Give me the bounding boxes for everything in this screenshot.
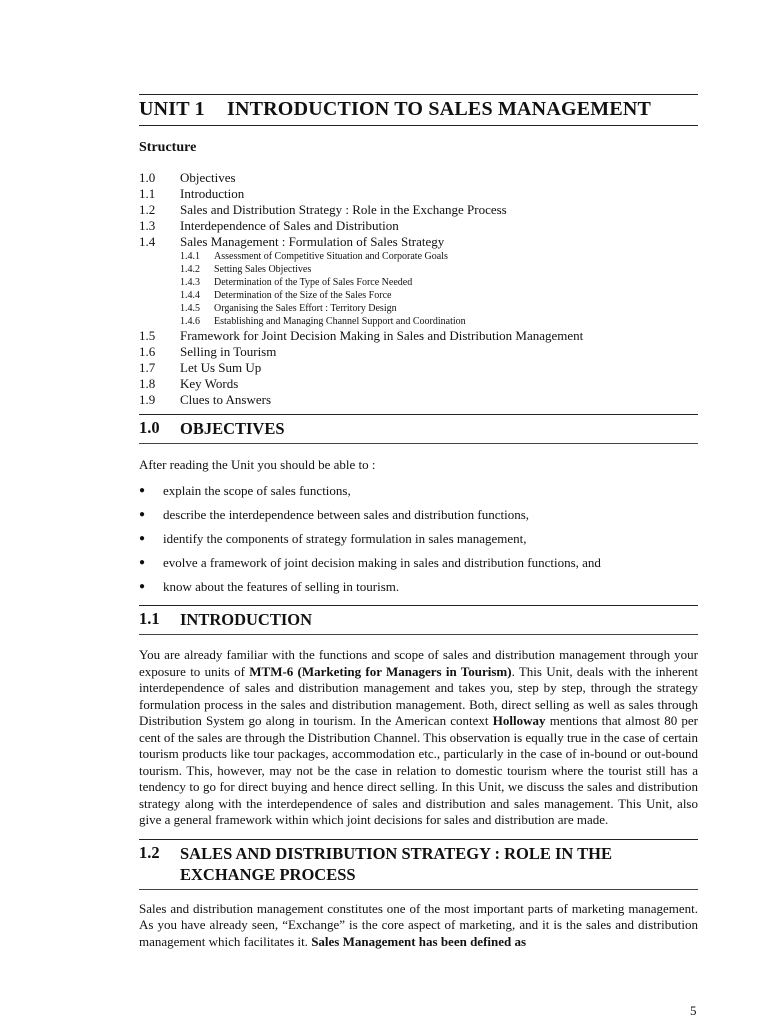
toc-subitem: 1.4.3 Determination of the Type of Sales Force Needed bbox=[180, 277, 413, 288]
bullet-icon: ● bbox=[139, 485, 146, 496]
toc-subitem: 1.4.4 Determination of the Size of the Sales Force bbox=[180, 290, 392, 301]
toc-item: 1.5 Framework for Joint Decision Making in Sales and Distribution Management bbox=[139, 328, 584, 343]
section-rule bbox=[139, 634, 698, 635]
section-heading-objectives: 1.0 OBJECTIVES bbox=[139, 418, 285, 438]
bullet-icon: ● bbox=[139, 581, 146, 592]
section-rule bbox=[139, 443, 698, 444]
bullet-icon: ● bbox=[139, 533, 146, 544]
toc-item: 1.4 Sales Management : Formulation of Sales Strategy bbox=[139, 234, 445, 249]
objectives-lead: After reading the Unit you should be able to : bbox=[139, 457, 376, 472]
list-item: ● describe the interdependence between sales and distribution functions, bbox=[139, 507, 530, 522]
toc-item: 1.2 Sales and Distribution Strategy : Role in the Exchange Process bbox=[139, 202, 507, 217]
list-item: ● know about the features of selling in tourism. bbox=[139, 579, 400, 594]
toc-item: 1.1 Introduction bbox=[139, 186, 245, 201]
unit-number: UNIT 1 bbox=[139, 98, 205, 120]
toc-subitem: 1.4.6 Establishing and Managing Channel Support and Coordination bbox=[180, 316, 466, 327]
section-heading-introduction: 1.1 INTRODUCTION bbox=[139, 609, 313, 629]
objectives-list bbox=[139, 483, 698, 603]
structure-label: Structure bbox=[139, 140, 197, 155]
section-heading-strategy: 1.2 SALES AND DISTRIBUTION STRATEGY : ROLE IN THE EXCHANGE PROCESS bbox=[139, 842, 613, 884]
bullet-icon: ● bbox=[139, 557, 146, 568]
unit-title-rule bbox=[139, 125, 698, 126]
unit-title bbox=[139, 95, 698, 125]
toc-item: 1.3 Interdependence of Sales and Distribution bbox=[139, 218, 399, 233]
toc-subitem: 1.4.5 Organising the Sales Effort : Territory Design bbox=[180, 303, 397, 314]
introduction-paragraph: You are already familiar with the functions and scope of sales and distribution management through your exposure to units of MTM-6 (Marketing for Managers in Tourism). This Unit, deals with the inherent interdependence of sales and distribution management and takes you, step by step, through the strategy formulation process in the sales and distribution management. Both, direct selling as well as sales through Distribution System go along in tourism. In the American context Holloway mentions that almost 80 per cent of the sales are through the Distribution Channel. This observation is equally true in the case of certain tourism products like tour packages, accommodation etc., particularly in the case of in-bound or out-bound tourism. This, however, may not be the case in relation to domestic tourism where the tourist still has a tendency to go for direct buying and hence direct selling. In this Unit, we discuss the sales and distribution strategy along with the interdependence of sales and distribution and sales management. This Unit, also give a general framework within which joint decisions for sales and distribution are made. bbox=[139, 647, 699, 827]
list-item: ● identify the components of strategy formulation in sales management, bbox=[139, 531, 527, 546]
page-number: 5 bbox=[690, 1003, 697, 1018]
bullet-icon: ● bbox=[139, 509, 146, 520]
strategy-paragraph: Sales and distribution management constitutes one of the most important parts of marketing management. As you have already seen, “Exchange” is the core aspect of marketing, and it is the sales and distribution management which facilitates it. Sales Management has been defined as bbox=[139, 900, 698, 949]
toc-subitem: 1.4.2 Setting Sales Objectives bbox=[180, 264, 312, 275]
toc-item: 1.6 Selling in Tourism bbox=[139, 344, 277, 359]
table-of-contents bbox=[139, 170, 698, 408]
section-rule bbox=[139, 889, 698, 890]
toc-item: 1.0 Objectives bbox=[139, 170, 236, 185]
unit-heading: INTRODUCTION TO SALES MANAGEMENT bbox=[227, 98, 652, 120]
document-page bbox=[139, 94, 698, 950]
toc-subitem: 1.4.1 Assessment of Competitive Situation and Corporate Goals bbox=[180, 251, 448, 262]
list-item: ● explain the scope of sales functions, bbox=[139, 483, 351, 498]
toc-item: 1.8 Key Words bbox=[139, 376, 239, 391]
toc-item: 1.9 Clues to Answers bbox=[139, 392, 271, 407]
list-item: ● evolve a framework of joint decision making in sales and distribution functions, and bbox=[139, 555, 601, 570]
toc-item: 1.7 Let Us Sum Up bbox=[139, 360, 262, 375]
